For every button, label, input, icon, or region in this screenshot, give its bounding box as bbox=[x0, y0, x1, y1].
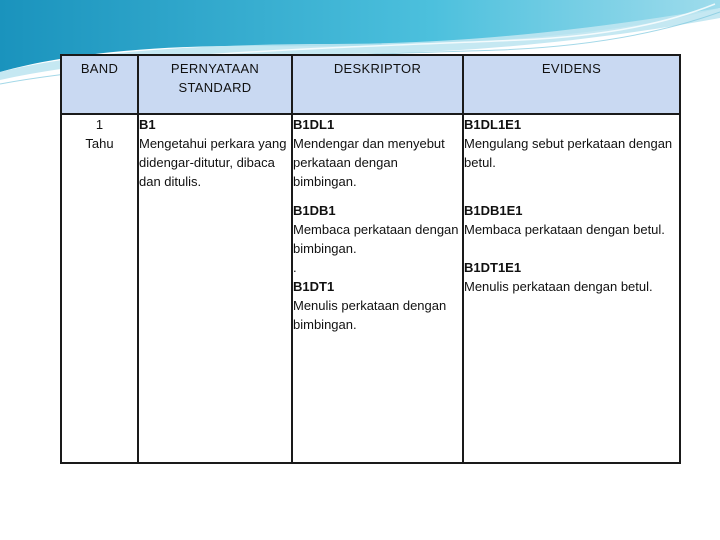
evidence-item bbox=[464, 115, 679, 172]
evidence-text: Membaca perkataan dengan betul. bbox=[464, 222, 665, 237]
table-header-row bbox=[61, 55, 680, 114]
descriptor-item bbox=[293, 277, 462, 334]
band-number: 1 bbox=[95, 117, 104, 132]
descriptor-item bbox=[293, 115, 462, 191]
band-cell bbox=[61, 114, 138, 463]
descriptor-code: B1DB1 bbox=[293, 203, 336, 218]
standard-cell bbox=[138, 114, 292, 463]
evidence-item bbox=[464, 201, 679, 239]
descriptor-text: Menulis perkataan dengan bimbingan. bbox=[293, 298, 447, 332]
descriptor-trailing-dot: . bbox=[293, 260, 297, 275]
descriptor-text: Membaca perkataan dengan bimbingan. bbox=[293, 222, 459, 256]
evidence-item bbox=[464, 258, 679, 296]
evidence-code: B1DL1E1 bbox=[464, 117, 522, 132]
standard-code: B1 bbox=[139, 117, 156, 132]
header-standard-line1: PERNYATAAN bbox=[170, 61, 260, 76]
evidence-code: B1DT1E1 bbox=[464, 260, 522, 275]
standard-text: Mengetahui perkara yang didengar-ditutur, dibaca dan ditulis. bbox=[139, 136, 287, 189]
descriptor-cell bbox=[292, 114, 463, 463]
header-descriptor: DESKRIPTOR bbox=[292, 55, 463, 114]
header-standard-line2: STANDARD bbox=[178, 80, 252, 95]
evidence-text: Menulis perkataan dengan betul. bbox=[464, 279, 653, 294]
evidence-text: Mengulang sebut perkataan dengan betul. bbox=[464, 136, 673, 170]
descriptor-code: B1DL1 bbox=[293, 117, 335, 132]
header-standard bbox=[138, 55, 292, 114]
descriptor-code: B1DT1 bbox=[293, 279, 335, 294]
header-evidence: EVIDENS bbox=[463, 55, 680, 114]
evidence-code: B1DB1E1 bbox=[464, 203, 523, 218]
descriptor-text: Mendengar dan menyebut perkataan dengan bimbingan. bbox=[293, 136, 445, 189]
descriptor-item bbox=[293, 201, 462, 277]
evidence-cell bbox=[463, 114, 680, 463]
header-band: BAND bbox=[61, 55, 138, 114]
table-row bbox=[61, 114, 680, 463]
band-descriptor-table bbox=[60, 54, 681, 464]
band-label: Tahu bbox=[85, 136, 114, 151]
